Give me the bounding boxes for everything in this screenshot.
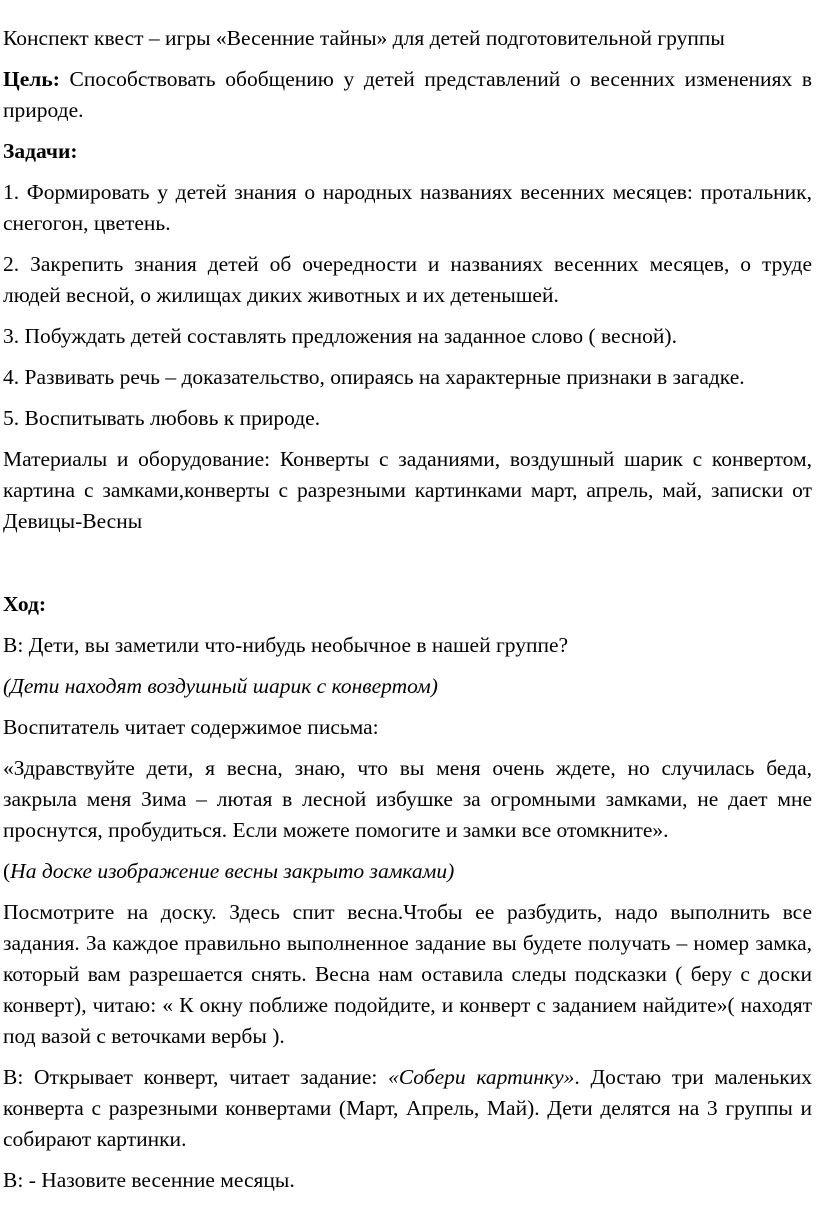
task-item-3: 3. Побуждать детей составлять предложения на заданное слово ( весной). (3, 324, 677, 348)
goal-label: Цель: (3, 67, 60, 91)
board-note-text: На доске изображение весны закрыто замками) (10, 859, 455, 883)
last-line: В: - Назовите весенние месяцы. (3, 1168, 295, 1192)
envelope-text-b: . Достаю три маленьких конверта с разрезными конвертами (Март, Апрель, Май). Дети делятся на 3 группы и собирают картинки. (3, 1065, 812, 1151)
task-item-1: 1. Формировать у детей знания о народных названиях весенних месяцев: протальник, снегогон, цветень. (3, 180, 812, 235)
progress-line-2: (Дети находят воздушный шарик с конвертом) (3, 674, 438, 698)
document-title: Конспект квест – игры «Весенние тайны» для детей подготовительной группы (3, 26, 725, 50)
progress-heading: Ход: (3, 592, 47, 616)
envelope-paragraph (3, 1062, 812, 1155)
spacer (3, 547, 812, 589)
task-item-4: 4. Развивать речь – доказательство, опираясь на характерные признаки в загадке. (3, 365, 745, 389)
envelope-task-name: «Собери картинку» (388, 1065, 575, 1089)
materials-paragraph: Материалы и оборудование: Конверты с заданиями, воздушный шарик с конвертом, картина с замками,конверты с разрезными картинками март, апрель, май, записки от Девицы-Весны (3, 447, 812, 533)
goal-paragraph (3, 64, 812, 126)
board-note (3, 856, 812, 887)
letter-paragraph: «Здравствуйте дети, я весна, знаю, что вы меня очень ждете, но случилась беда, закрыла меня Зима – лютая в лесной избушке за огромными замками, не дает мне проснутся, пробудиться. Если можете помогите и замки все отомкните». (3, 756, 812, 842)
board-paragraph: Посмотрите на доску. Здесь спит весна.Чтобы ее разбудить, надо выполнить все задания. За каждое правильно выполненное задание вы будете получать – номер замка, который вам разрешается снять. Весна нам оставила следы подсказки ( беру с доски конверт), читаю: « К окну поближе подойдите, и конверт с заданием найдите»( находят под вазой с веточками вербы ). (3, 900, 812, 1048)
task-item-2: 2. Закрепить знания детей об очередности и названиях весенних месяцев, о труде людей весной, о жилищах диких животных и их детенышей. (3, 252, 812, 307)
tasks-heading: Задачи: (3, 139, 78, 163)
goal-text: Способствовать обобщению у детей представлений о весенних изменениях в природе. (3, 67, 812, 122)
envelope-text-a: В: Открывает конверт, читает задание: (3, 1065, 389, 1089)
progress-line-3: Воспитатель читает содержимое письма: (3, 715, 379, 739)
task-item-5: 5. Воспитывать любовь к природе. (3, 406, 321, 430)
board-note-paren: ( (3, 859, 11, 883)
progress-line-1: В: Дети, вы заметили что-нибудь необычное в нашей группе? (3, 633, 569, 657)
